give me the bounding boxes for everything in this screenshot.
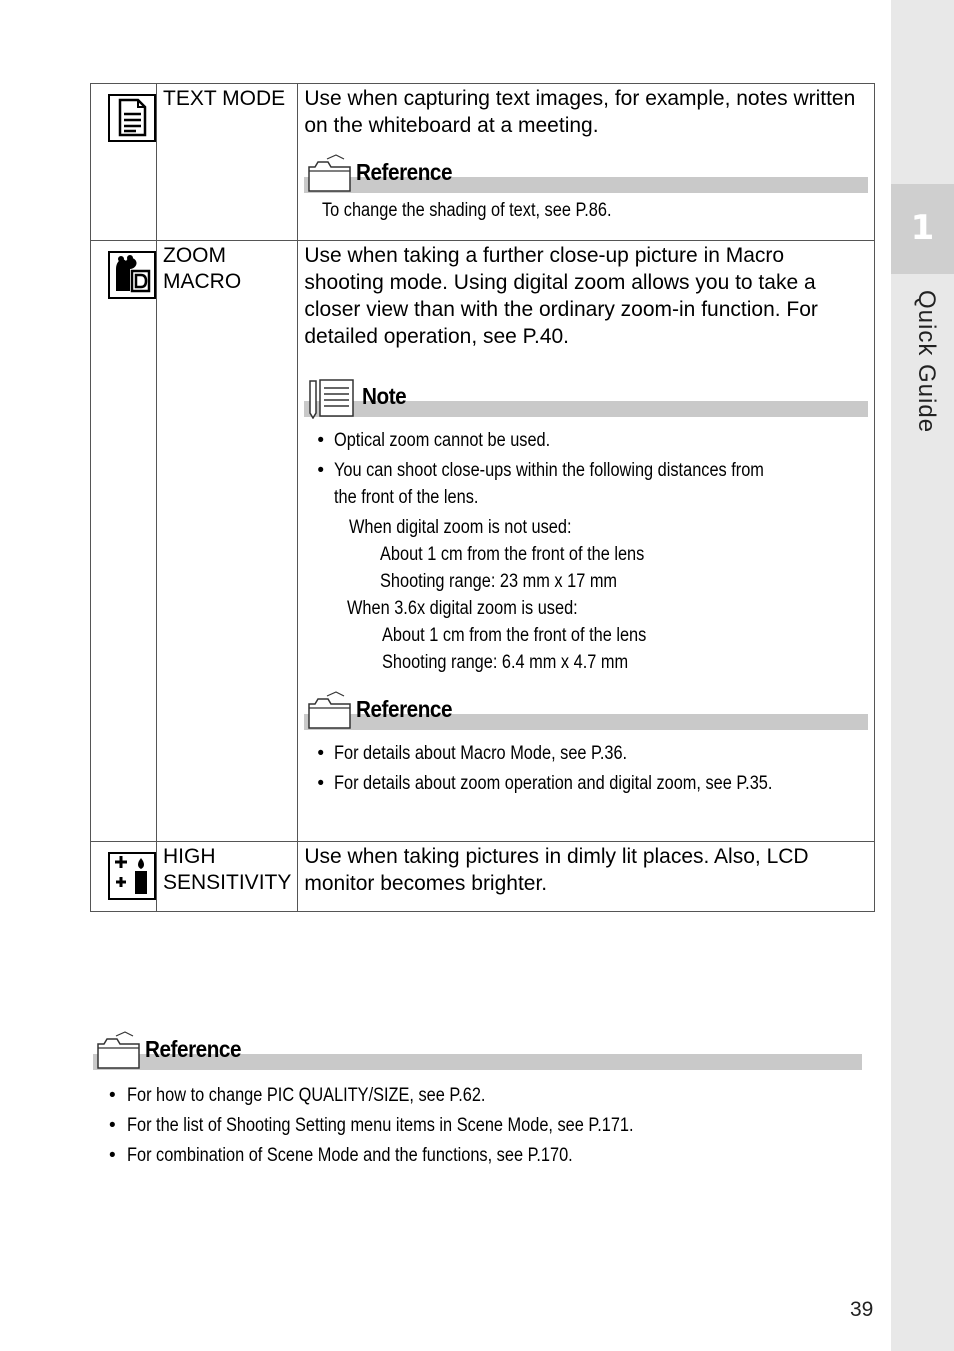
name-cell [157, 84, 298, 241]
mode-name: HIGH SENSITIVITY [163, 845, 292, 894]
bottom-reference [90, 1030, 862, 1172]
description-cell [298, 842, 875, 912]
mode-description: Use when taking pictures in dimly lit places. Also, LCD monitor becomes brighter. [304, 845, 809, 895]
reference-list [298, 740, 874, 797]
note-callout [304, 377, 868, 421]
reference-label: Reference [356, 696, 453, 722]
mode-name: ZOOM MACRO [163, 244, 242, 293]
reference-text: To change the shading of text, see P.86. [322, 200, 612, 221]
reference-list [90, 1082, 862, 1169]
mode-description: Use when capturing text images, for example, notes written on the whiteboard at a meeting. [304, 87, 856, 137]
reference-folder-icon [306, 690, 356, 732]
zoom-distance: About 1 cm from the front of the lens [382, 625, 647, 646]
chapter-tab [891, 184, 954, 274]
reference-label: Reference [145, 1036, 242, 1062]
note-list [298, 427, 874, 511]
note-pad-icon [306, 377, 356, 419]
zoom-range: Shooting range: 6.4 mm x 4.7 mm [382, 652, 629, 673]
reference-folder-icon [306, 153, 356, 195]
icon-cell [91, 241, 157, 842]
list-item: • For details about Macro Mode, see P.36. [317, 743, 628, 764]
no-zoom-range: Shooting range: 23 mm x 17 mm [380, 571, 618, 592]
list-item: • Optical zoom cannot be used. [317, 430, 551, 451]
zoom-macro-icon [108, 251, 156, 299]
description-cell [298, 241, 875, 842]
high-sensitivity-icon [108, 852, 156, 900]
chapter-number: 1 [910, 208, 935, 248]
page-number: 39 [850, 1298, 874, 1321]
list-item: • For the list of Shooting Setting menu items in Scene Mode, see P.171. [109, 1115, 634, 1136]
name-cell [157, 842, 298, 912]
reference-callout [304, 153, 868, 197]
list-item: • For combination of Scene Mode and the functions, see P.170. [109, 1145, 573, 1166]
mode-name: TEXT MODE [163, 87, 286, 110]
list-item: • For details about zoom operation and digital zoom, see P.35. [317, 773, 773, 794]
icon-cell [91, 842, 157, 912]
icon-cell [91, 84, 157, 241]
reference-folder-icon [95, 1030, 145, 1072]
note-label: Note [362, 383, 407, 409]
table-row [91, 241, 875, 842]
chapter-title: Quick Guide [913, 290, 940, 434]
reference-callout [304, 690, 868, 734]
no-zoom-distance: About 1 cm from the front of the lens [380, 544, 645, 565]
scene-mode-table [90, 83, 875, 912]
reference-label: Reference [356, 159, 453, 185]
mode-description: Use when taking a further close-up picture in Macro shooting mode. Using digital zoom allows you to take a closer view than with the ordinary zoom-in function. For detailed operation, see P.40. [304, 244, 818, 348]
reference-callout [93, 1030, 862, 1074]
name-cell [157, 241, 298, 842]
no-zoom-heading: When digital zoom is not used: [349, 517, 572, 538]
description-cell [298, 84, 875, 241]
table-row [91, 84, 875, 241]
zoom-heading: When 3.6x digital zoom is used: [347, 598, 579, 619]
text-mode-icon [108, 94, 156, 142]
list-item: • You can shoot close-ups within the following distances from the front of the lens. [317, 460, 765, 508]
table-row [91, 842, 875, 912]
list-item: • For how to change PIC QUALITY/SIZE, see P.62. [109, 1085, 486, 1106]
